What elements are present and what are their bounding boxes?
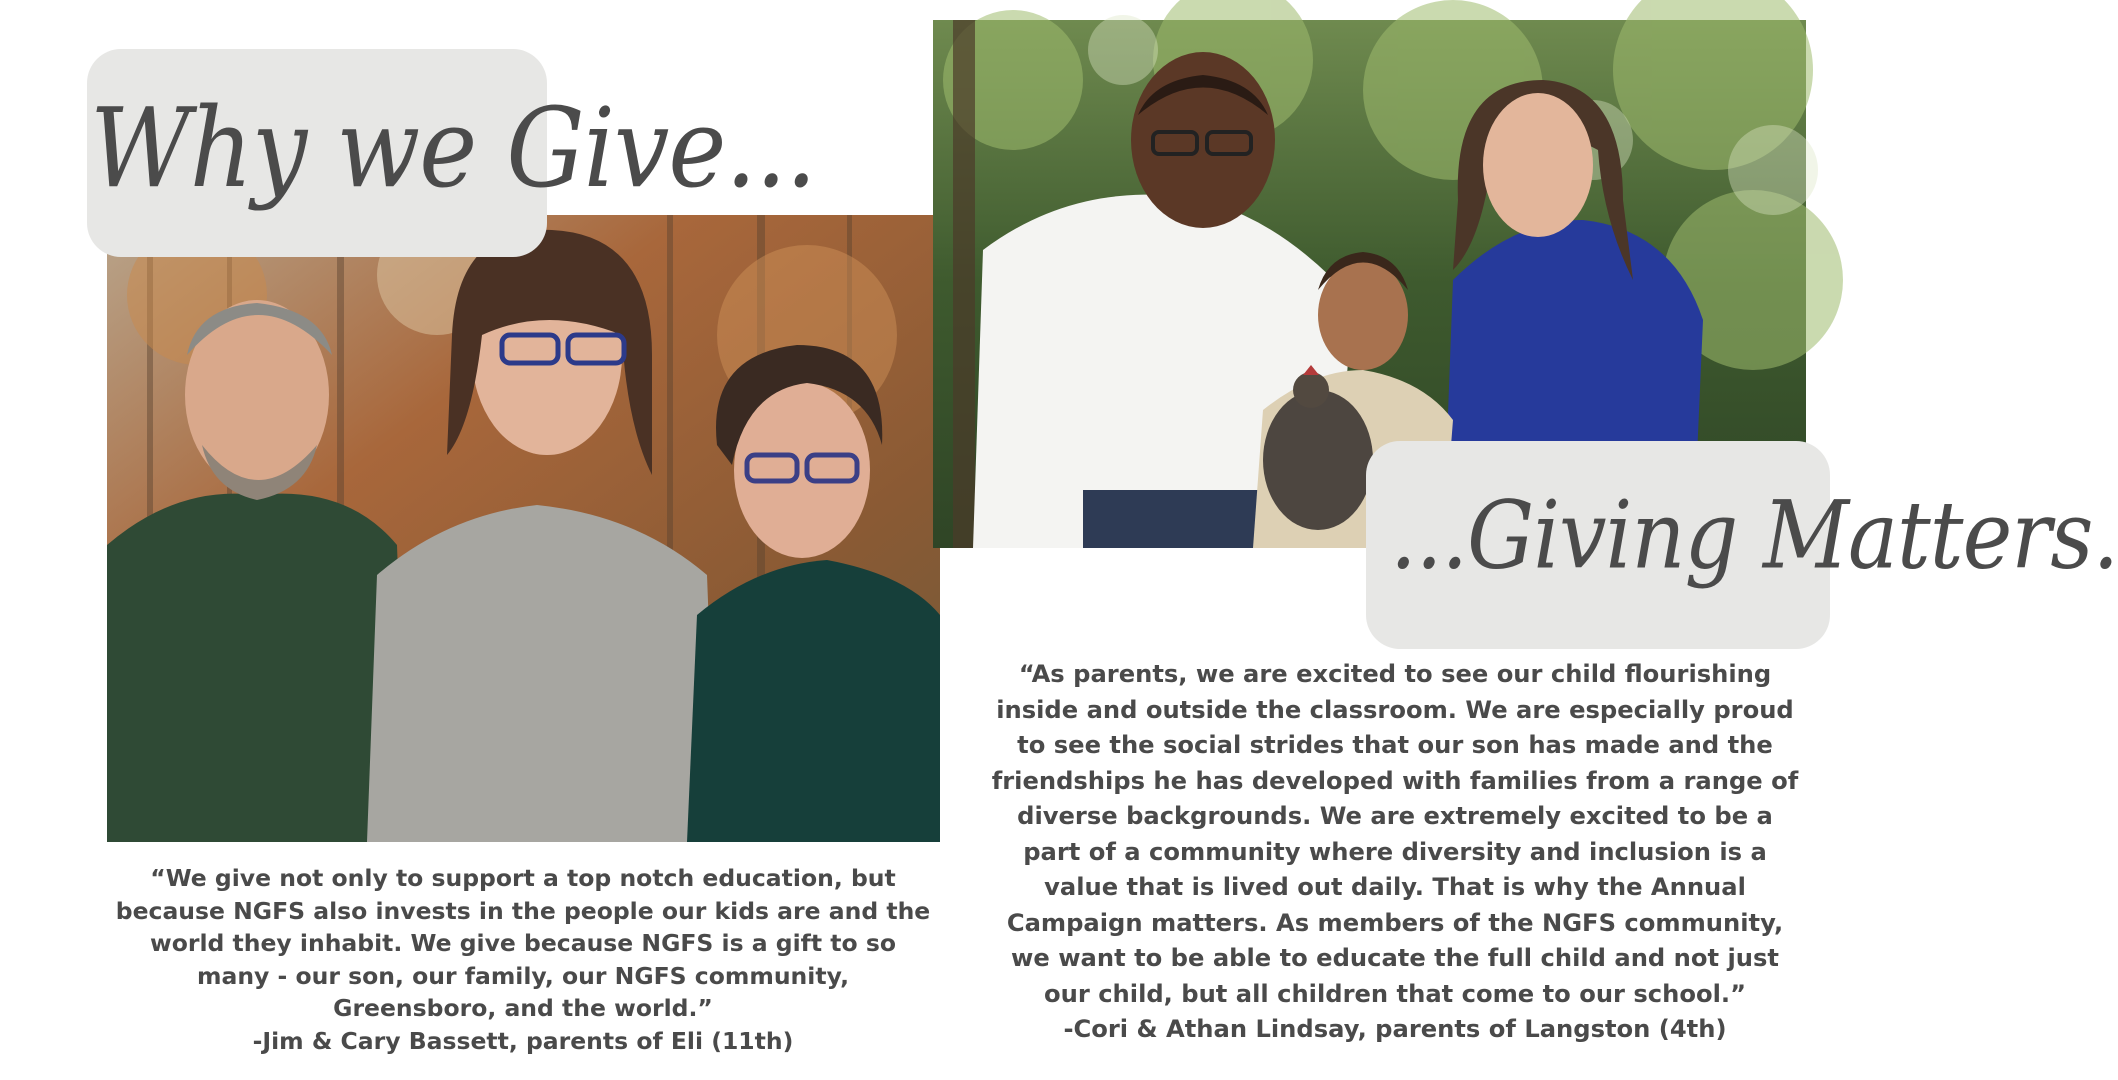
bassett-quote [108, 862, 938, 1058]
lindsay-quote [985, 657, 1805, 1048]
bassett-attribution: -Jim & Cary Bassett, parents of Eli (11th) [252, 1026, 794, 1055]
family-photo-bassett [107, 215, 940, 842]
lindsay-quote-text: “As parents, we are excited to see our child flourishing inside and outside the classroom. We are especially proud to see the social strides that our son has made and the friendships he has developed with families from a range of diverse backgrounds. We are extremely excited to be a part of a community where diversity and inclusion is a value that is lived out daily. That is why the Annual Campaign matters. As members of the NGFS community, we want to be able to educate the full child and not just our child, but all children that come to our school.” [991, 660, 1799, 1008]
lindsay-attribution: -Cori & Athan Lindsay, parents of Langston (4th) [1063, 1015, 1727, 1043]
why-we-give-title: Why we Give... [90, 85, 816, 213]
bassett-quote-text: “We give not only to support a top notch education, but because NGFS also invests in the people our kids are and the world they inhabit. We give because NGFS is a gift to so many - our son, our family, our NGFS community, Greensboro, and the world.” [115, 864, 931, 1023]
giving-matters-title: ...Giving Matters. [1390, 480, 2118, 590]
family-photo-bassett-image [107, 215, 940, 842]
